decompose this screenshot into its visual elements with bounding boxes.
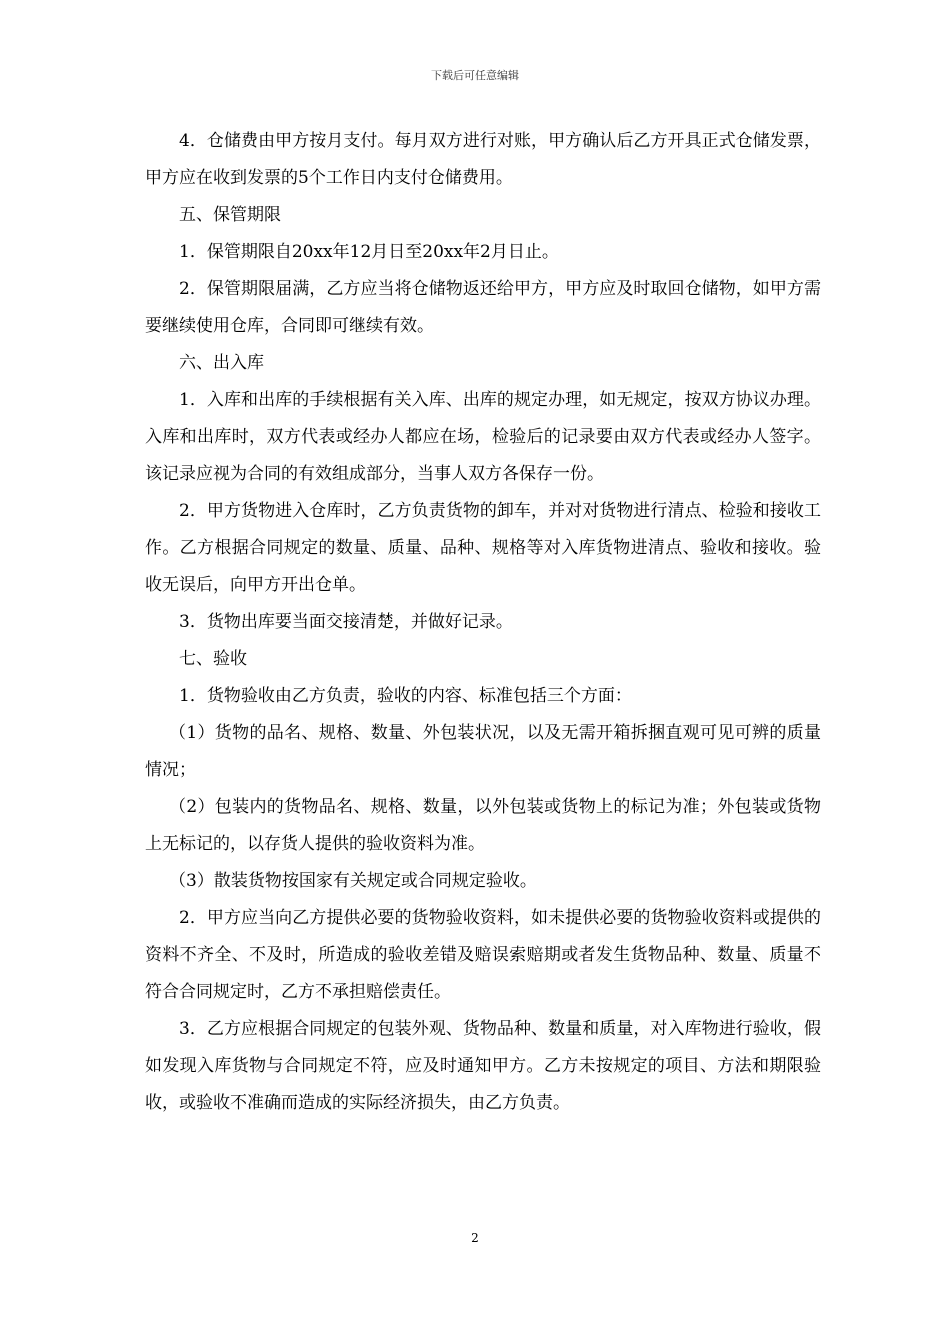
paragraph-in-out-procedure: 1．入库和出库的手续根据有关入库、出库的规定办理，如无规定，按双方协议办理。入库和出库时，双方代表或经办人都应在场，检验后的记录要由双方代表或经办人签字。该记录应视为合同的有效组成部分，当事人双方各保存一份。	[145, 390, 821, 484]
paragraph-handover: 3．货物出库要当面交接清楚，并做好记录。	[179, 612, 513, 632]
document-body	[145, 123, 821, 1122]
paragraph-storage-fee: 4．仓储费由甲方按月支付。每月双方进行对账，甲方确认后乙方开具正式仓储发票，甲方应在收到发票的5个工作日内支付仓储费用。	[145, 131, 821, 188]
paragraph-inspection-item-1: （1）货物的品名、规格、数量、外包装状况，以及无需开箱拆捆直观可见可辨的质量情况；	[145, 723, 821, 780]
section-heading-storage-period: 五、保管期限	[179, 205, 281, 225]
section-heading-in-out: 六、出入库	[179, 353, 264, 373]
paragraph-unloading: 2．甲方货物进入仓库时，乙方负责货物的卸车，并对对货物进行清点、检验和接收工作。乙方根据合同规定的数量、质量、品种、规格等对入库货物进清点、验收和接收。验收无误后，向甲方开出仓单。	[145, 501, 821, 595]
paragraph-period-expiry: 2．保管期限届满，乙方应当将仓储物返还给甲方，甲方应及时取回仓储物，如甲方需要继续使用仓库，合同即可继续有效。	[145, 279, 821, 336]
paragraph-inspection-item-3: （3）散装货物按国家有关规定或合同规定验收。	[169, 871, 537, 891]
paragraph-inspection-item-2: （2）包装内的货物品名、规格、数量，以外包装或货物上的标记为准；外包装或货物上无标记的，以存货人提供的验收资料为准。	[145, 797, 821, 854]
page-number: 2	[471, 1231, 479, 1245]
paragraph-inspection-liability: 3．乙方应根据合同规定的包装外观、货物品种、数量和质量，对入库物进行验收，假如发现入库货物与合同规定不符，应及时通知甲方。乙方未按规定的项目、方法和期限验收，或验收不准确而造成的实际经济损失，由乙方负责。	[145, 1019, 821, 1113]
paragraph-inspection-materials: 2．甲方应当向乙方提供必要的货物验收资料，如未提供必要的货物验收资料或提供的资料不齐全、不及时，所造成的验收差错及赔误索赔期或者发生货物品种、数量、质量不符合合同规定时，乙方不承担赔偿责任。	[145, 908, 821, 1002]
page-header: 下载后可任意编辑	[431, 69, 519, 82]
section-heading-inspection: 七、验收	[179, 649, 247, 669]
paragraph-period-dates: 1．保管期限自20xx年12月日至20xx年2月日止。	[179, 242, 559, 262]
paragraph-inspection-scope: 1．货物验收由乙方负责，验收的内容、标准包括三个方面：	[179, 686, 632, 706]
